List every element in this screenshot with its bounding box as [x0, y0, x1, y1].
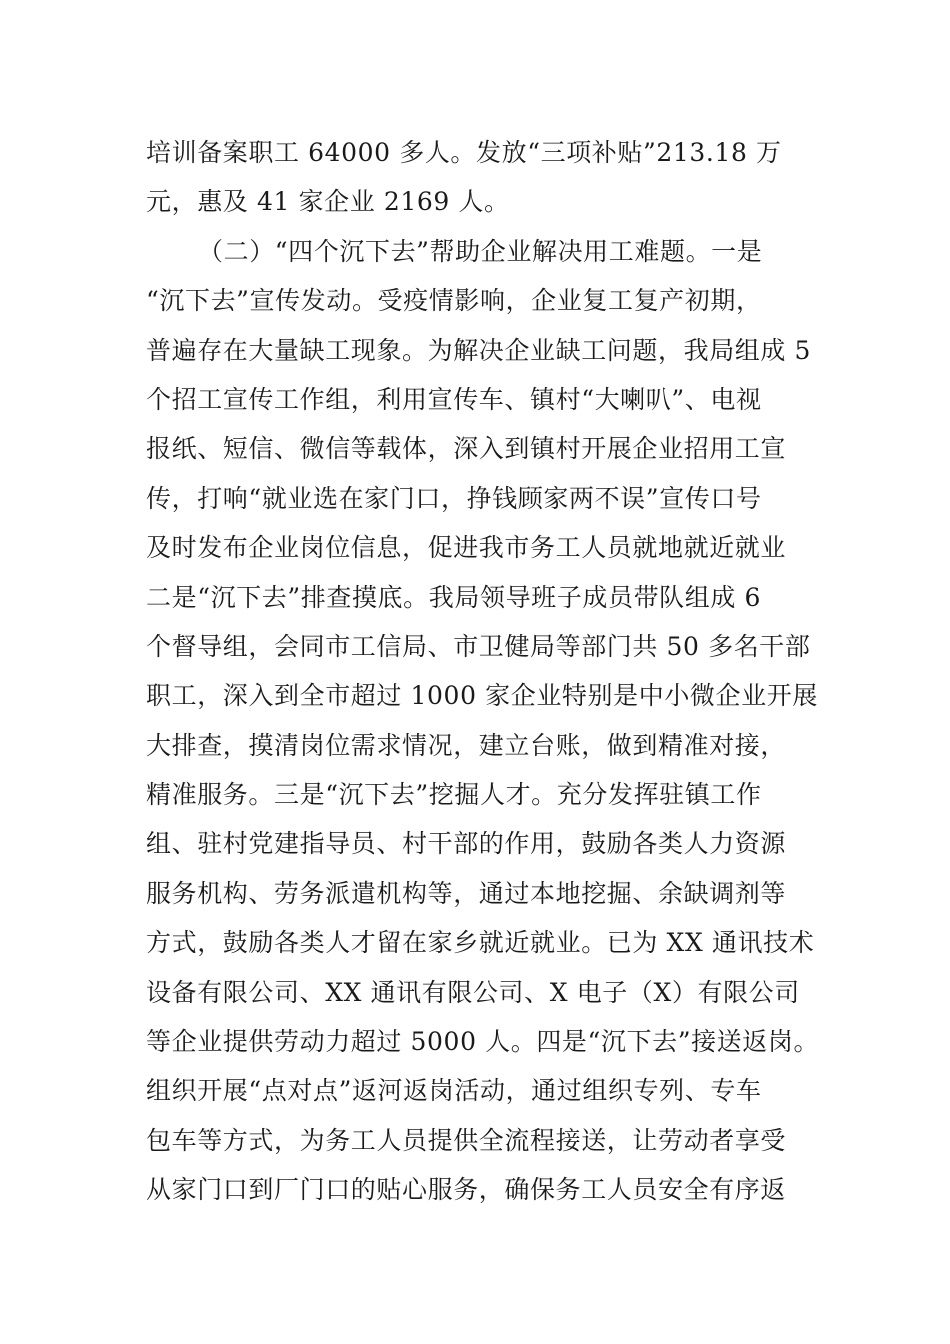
text-line-6: 个招工宣传工作组，利用宣传车、镇村“大喇叭”、电视: [146, 384, 762, 414]
text-line-17: 方式，鼓励各类人才留在家乡就近就业。已为 XX 通讯技术: [146, 928, 815, 958]
text-line-2: 元，惠及 41 家企业 2169 人。: [146, 187, 510, 217]
text-line-7: 报纸、短信、微信等载体，深入到镇村开展企业招用工宣: [146, 434, 787, 464]
text-line-16: 服务机构、劳务派遣机构等，通过本地挖掘、余缺调剂等: [146, 878, 787, 908]
text-line-12: 职工，深入到全市超过 1000 家企业特别是中小微企业开展: [146, 681, 818, 711]
text-line-9: 及时发布企业岗位信息，促进我市务工人员就地就近就业: [146, 533, 787, 563]
text-line-18: 设备有限公司、XX 通讯有限公司、X 电子（X）有限公司: [146, 977, 800, 1007]
text-line-11: 个督导组，会同市工信局、市卫健局等部门共 50 多名干部: [146, 631, 811, 661]
text-line-10: 二是“沉下去”排查摸底。我局领导班子成员带队组成 6: [146, 582, 762, 612]
text-line-19: 等企业提供劳动力超过 5000 人。四是“沉下去”接送返岗。: [146, 1027, 820, 1057]
text-line-5: 普遍存在大量缺工现象。为解决企业缺工问题，我局组成 5: [146, 335, 812, 365]
text-line-15: 组、驻村党建指导员、村干部的作用，鼓励各类人力资源: [146, 829, 787, 859]
text-line-13: 大排查，摸清岗位需求情况，建立台账，做到精准对接，: [146, 730, 787, 760]
text-line-20: 组织开展“点对点”返河返岗活动，通过组织专列、专车: [146, 1076, 762, 1106]
text-line-8: 传，打响“就业选在家门口，挣钱顾家两不误”宣传口号: [146, 483, 762, 513]
body-text: [146, 128, 836, 1215]
text-line-22: 从家门口到厂门口的贴心服务，确保务工人员安全有序返: [146, 1175, 787, 1205]
text-line-21: 包车等方式，为务工人员提供全流程接送，让劳动者享受: [146, 1125, 787, 1155]
text-line-4: “沉下去”宣传发动。受疫情影响，企业复工复产初期，: [146, 286, 762, 316]
section-heading-line: （二）“四个沉下去”帮助企业解决用工难题。一是: [198, 236, 763, 266]
text-line-1: 培训备案职工 64000 多人。发放“三项补贴”213.18 万: [146, 138, 782, 167]
text-line-14: 精准服务。三是“沉下去”挖掘人才。充分发挥驻镇工作: [146, 780, 762, 810]
